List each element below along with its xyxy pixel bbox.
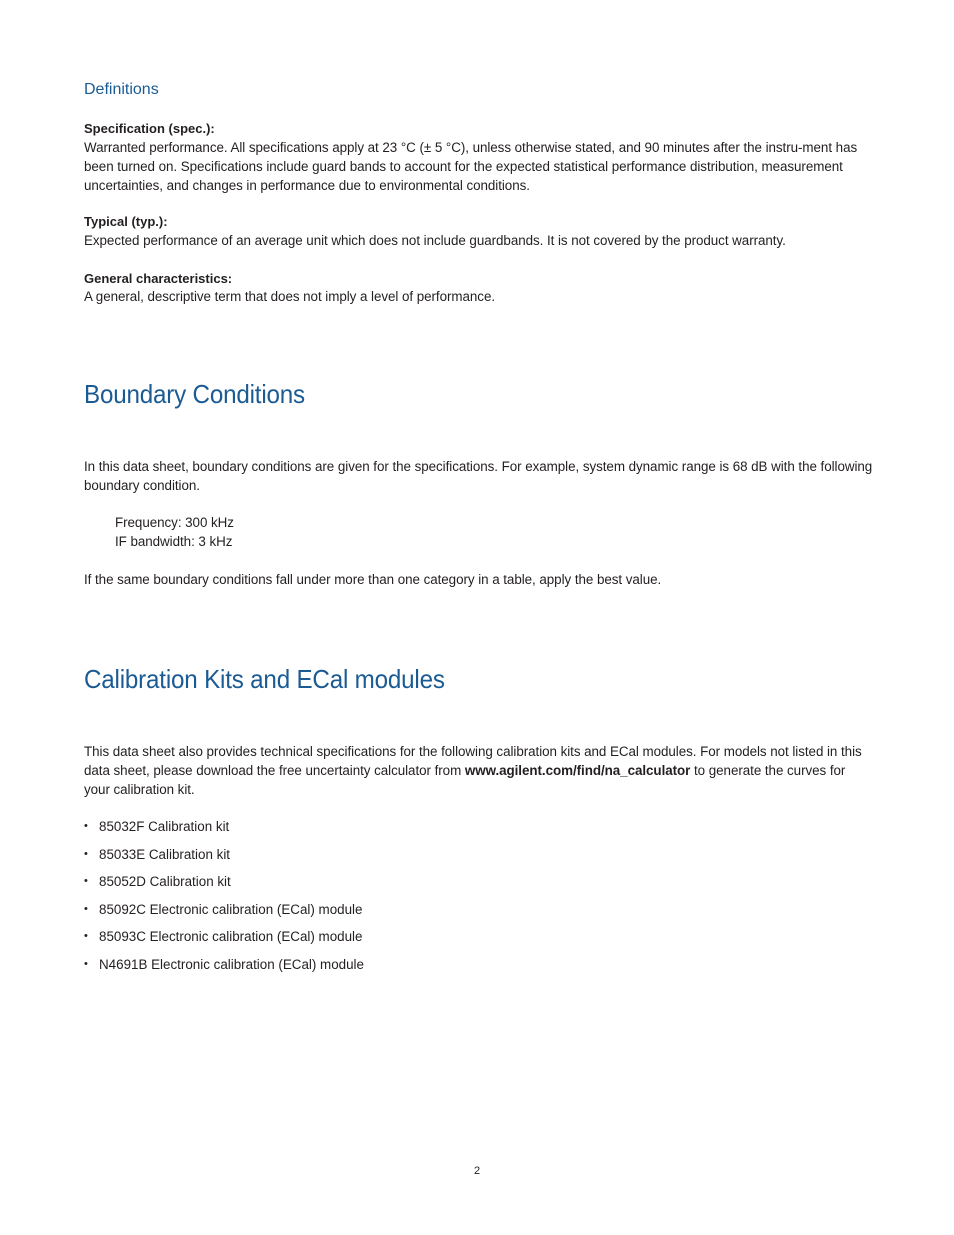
bullet-marker: • — [84, 875, 88, 888]
list-item-text: 85032F Calibration kit — [99, 819, 230, 834]
calibration-intro — [84, 742, 874, 799]
calibration-intro-after: to generate the curves for your calibration kit. — [84, 763, 846, 797]
gen-text: A general, descriptive term that does not imply a level of performance. — [84, 289, 496, 304]
list-item — [84, 927, 364, 955]
bullet-marker: • — [84, 902, 88, 915]
page-number: 2 — [473, 1165, 481, 1177]
list-item — [84, 872, 364, 900]
boundary-intro: In this data sheet, boundary conditions are given for the specifications. For example, system dynamic range is 68 dB with the following boundary condition. — [84, 459, 873, 493]
list-item — [84, 900, 364, 928]
bullet-marker: • — [84, 930, 88, 943]
boundary-frequency: Frequency: 300 kHz — [115, 515, 234, 530]
list-item-text: N4691B Electronic calibration (ECal) module — [99, 956, 364, 972]
calibration-intro-before: This data sheet also provides technical specifications for the following calibration kits and ECal modules. For models not listed in this data sheet, please download the free uncertainty calculator from — [84, 744, 862, 778]
typ-text: Expected performance of an average unit which does not include guardbands. It is not covered by the product warranty. — [84, 233, 786, 248]
list-item — [84, 845, 364, 873]
gen-term: General characteristics: — [84, 271, 233, 286]
boundary-closing: If the same boundary conditions fall under more than one category in a table, apply the best value. — [84, 572, 662, 587]
boundary-if-bandwidth: IF bandwidth: 3 kHz — [115, 534, 233, 549]
typ-term: Typical (typ.): — [84, 214, 168, 229]
definitions-heading: Definitions — [84, 81, 159, 98]
list-item-text: 85092C Electronic calibration (ECal) module — [99, 901, 363, 917]
calculator-link[interactable]: www.agilent.com/find/na_calculator — [464, 763, 691, 778]
calibration-heading: Calibration Kits and ECal modules — [84, 664, 445, 694]
spec-text: Warranted performance. All specifications apply at 23 °C (± 5 °C), unless otherwise stated, and 90 minutes after the instru-ment has been turned on. Specifications include guard bands to account for the expected statistical performance distribution, measurement uncertainties, and changes in performance due to environmental conditions. — [84, 140, 858, 193]
spec-term: Specification (spec.): — [84, 121, 215, 136]
list-item — [84, 817, 364, 845]
bullet-marker: • — [84, 957, 88, 970]
bullet-marker: • — [84, 820, 88, 832]
list-item — [84, 955, 364, 983]
list-item-text: 85093C Electronic calibration (ECal) module — [99, 929, 363, 945]
list-item-text: 85052D Calibration kit — [99, 874, 231, 890]
bullet-marker: • — [84, 847, 88, 860]
list-item-text: 85033E Calibration kit — [99, 846, 231, 862]
boundary-heading: Boundary Conditions — [84, 379, 305, 409]
calibration-kit-list — [84, 817, 364, 983]
